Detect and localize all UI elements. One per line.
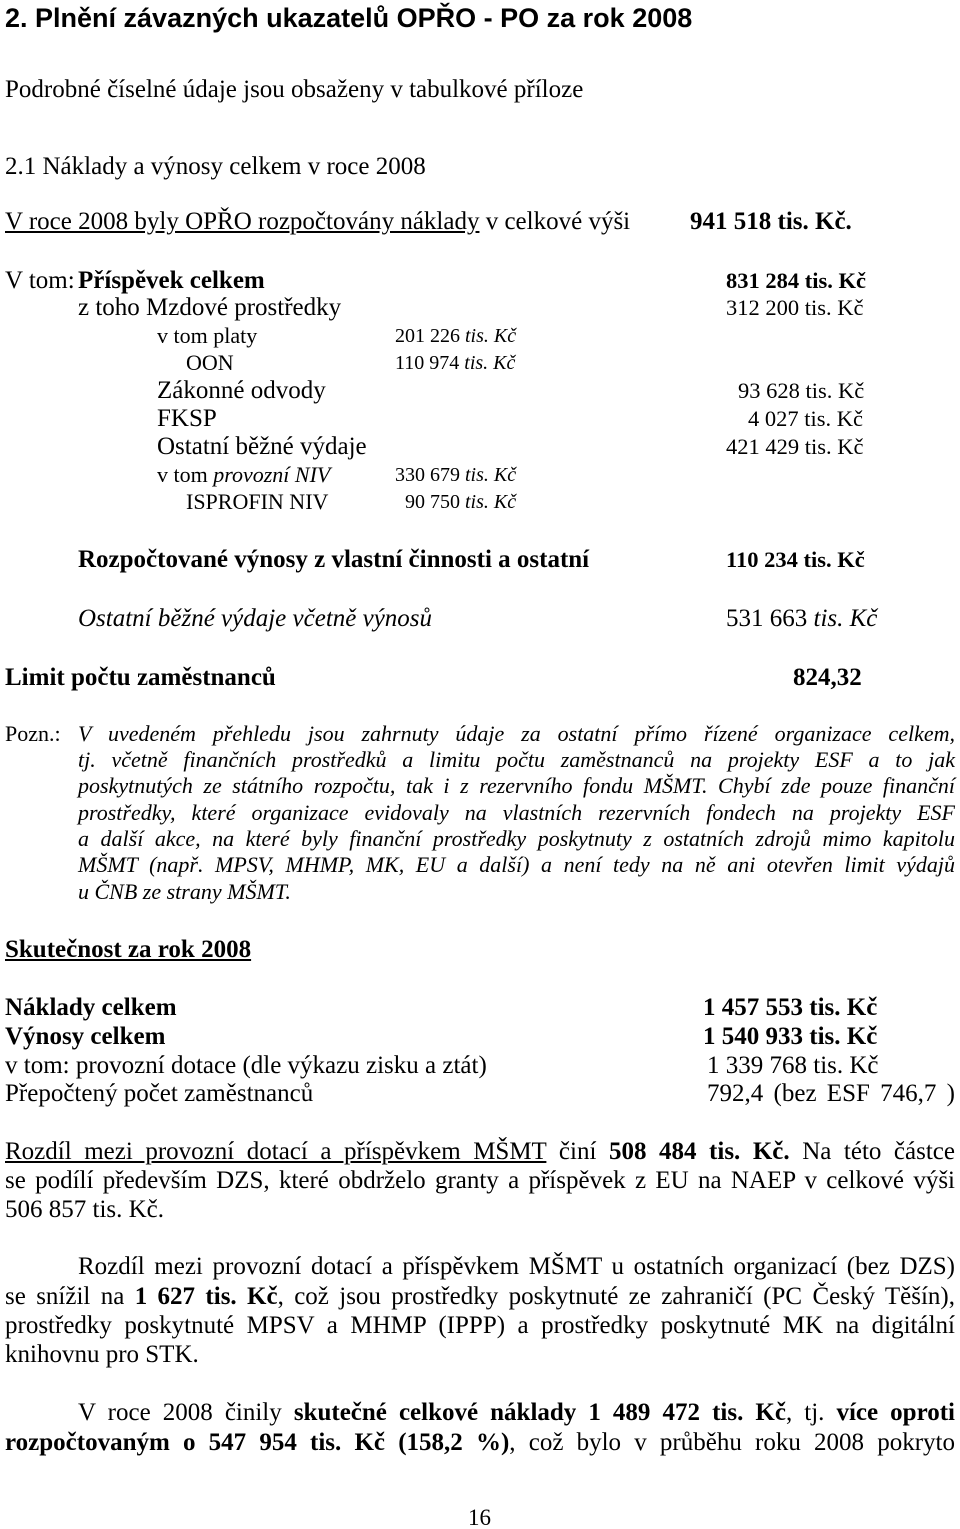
- other-incl-revenue-label: Ostatní běžné výdaje včetně výnosů: [78, 605, 433, 632]
- budget-lead-rest: v celkové výši: [479, 208, 631, 235]
- budgeted-revenue-label: Rozpočtované výnosy z vlastní činnosti a ostatní: [78, 546, 590, 573]
- actual-row-label: Náklady celkem: [5, 994, 177, 1021]
- total-costs-difference: rozpočtovaným o 547 954 tis. Kč (158,2 %): [5, 1429, 510, 1456]
- total-costs-more: více oproti: [836, 1399, 955, 1426]
- page-number: 16: [468, 1505, 491, 1529]
- levies-label: Zákonné odvody: [157, 377, 326, 404]
- note-prefix: Pozn.:: [5, 721, 61, 746]
- difference-line: [5, 1137, 955, 1166]
- staff-limit-value: 824,32: [793, 664, 862, 691]
- actual-row-value: 1 339 768 tis. Kč: [707, 1052, 879, 1079]
- budget-total: 941 518 tis. Kč.: [690, 208, 852, 235]
- salaries-unit: tis. Kč: [465, 325, 517, 347]
- note-line: poskytnutých ze státního rozpočtu, tak i z rezervního fondu MŠMT. Chybí zde pouze finanční: [78, 773, 955, 798]
- other-orgs-end: , což jsou prostředky poskytnuté ze zahraničí (PC Český Těšín),: [277, 1283, 955, 1310]
- staff-limit-label: Limit počtu zaměstnanců: [5, 664, 276, 691]
- operating-niv-prefix: v tom: [157, 462, 208, 487]
- fksp-value: 4 027 tis. Kč: [748, 406, 863, 431]
- budgeted-revenue-value: 110 234 tis. Kč: [726, 547, 865, 572]
- other-expenses-value: 421 429 tis. Kč: [726, 434, 864, 459]
- breakdown-prefix: V tom:: [5, 267, 75, 294]
- contribution-value: 831 284 tis. Kč: [726, 268, 866, 293]
- difference-line: se podílí především DZS, které obdrželo granty a příspěvek z EU na NAEP v celkové výši: [5, 1167, 955, 1194]
- other-orgs-line: prostředky poskytnuté MPSV a MHMP (IPPP) a prostředky poskytnuté MK na digitální: [5, 1312, 955, 1339]
- wages-value: 312 200 tis. Kč: [726, 295, 864, 320]
- fksp-label: FKSP: [157, 405, 217, 432]
- levies-value: 93 628 tis. Kč: [738, 378, 865, 403]
- total-costs-amount: skutečné celkové náklady 1 489 472 tis. Kč: [293, 1399, 786, 1426]
- salaries-value: [395, 323, 516, 349]
- other-expenses-label: Ostatní běžné výdaje: [157, 433, 367, 460]
- isprofin-label: ISPROFIN NIV: [186, 489, 329, 514]
- budget-lead: V roce 2008 byly OPŘO rozpočtovány náklady: [5, 208, 480, 235]
- total-costs-end: , což bylo v průběhu roku 2008 pokryto: [509, 1429, 955, 1456]
- actual-row-value: 1 457 553 tis. Kč: [703, 994, 878, 1021]
- operating-niv-label: [157, 462, 330, 488]
- note-line: tj. včetně finančních prostředků a limitu počtu zaměstnanců na projekty ESF a to jak: [78, 747, 955, 772]
- isprofin-unit: tis. Kč: [465, 491, 517, 513]
- section-title: 2.1 Náklady a výnosy celkem v roce 2008: [5, 153, 426, 180]
- oon-unit: tis. Kč: [464, 352, 516, 374]
- intro-text: Podrobné číselné údaje jsou obsaženy v tabulkové příloze: [5, 76, 584, 103]
- difference-mid: činí: [546, 1138, 609, 1165]
- other-orgs-line: [5, 1282, 955, 1311]
- other-orgs-line: knihovnu pro STK.: [5, 1341, 199, 1368]
- actual-row-label: v tom: provozní dotace (dle výkazu zisku a ztát): [5, 1052, 487, 1079]
- note-line: V uvedeném přehledu jsou zahrnuty údaje za ostatní přímo řízené organizace celkem,: [78, 721, 955, 746]
- total-costs-line: [78, 1398, 955, 1427]
- difference-line: 506 857 tis. Kč.: [5, 1196, 165, 1223]
- total-costs-mid: , tj.: [785, 1399, 837, 1426]
- note-line: MŠMT (např. MPSV, MHMP, MK, EU a další) a není tedy na ně ani otevřen limit výdajů: [78, 852, 955, 877]
- note-line: prostředky, které organizace evidovaly na vlastních rezervních fondech na projekty ESF: [78, 800, 955, 825]
- actual-title: Skutečnost za rok 2008: [5, 936, 252, 963]
- total-costs-line: [5, 1428, 955, 1457]
- other-incl-revenue-value: [726, 604, 877, 633]
- other-orgs-start: se snížil na: [5, 1283, 135, 1310]
- wages-label: z toho Mzdové prostředky: [78, 294, 342, 321]
- oon-label: OON: [186, 350, 234, 375]
- other-incl-revenue-unit: tis. Kč: [813, 605, 878, 632]
- difference-end: Na této částce: [789, 1138, 955, 1165]
- other-orgs-line: Rozdíl mezi provozní dotací a příspěvkem MŠMT u ostatních organizací (bez DZS): [78, 1253, 955, 1280]
- operating-niv-name: provozní NIV: [213, 462, 331, 487]
- other-incl-revenue-amount: 531 663: [726, 605, 808, 632]
- salaries-amount: 201 226: [395, 325, 460, 347]
- page-heading: 2. Plnění závazných ukazatelů OPŘO - PO za rok 2008: [5, 3, 693, 33]
- difference-underlined: Rozdíl mezi provozní dotací a příspěvkem MŠMT: [5, 1138, 547, 1165]
- other-orgs-amount: 1 627 tis. Kč: [134, 1283, 278, 1310]
- oon-amount: 110 974: [395, 352, 460, 374]
- note-line: u ČNB ze strany MŠMT.: [78, 879, 291, 904]
- contribution-label: Příspěvek celkem: [78, 267, 265, 294]
- total-costs-start: V roce 2008 činily: [78, 1399, 294, 1426]
- operating-niv-value: [395, 462, 516, 488]
- actual-row-label: Přepočtený počet zaměstnanců: [5, 1080, 314, 1107]
- oon-value: [395, 350, 515, 376]
- difference-amount: 508 484 tis. Kč.: [608, 1138, 790, 1165]
- actual-row-value: 792,4 (bez ESF 746,7 ): [707, 1080, 955, 1107]
- actual-row-label: Výnosy celkem: [5, 1023, 166, 1050]
- actual-row-value: 1 540 933 tis. Kč: [703, 1023, 878, 1050]
- isprofin-value: [405, 489, 516, 515]
- note-line: a další akce, na které byly finanční prostředky poskytnuty z ostatních zdrojů mimo kapitolu: [78, 826, 955, 851]
- operating-niv-unit: tis. Kč: [465, 464, 517, 486]
- isprofin-amount: 90 750: [405, 491, 460, 513]
- operating-niv-amount: 330 679: [395, 464, 460, 486]
- budget-line: [5, 207, 630, 236]
- salaries-label: v tom platy: [157, 323, 258, 348]
